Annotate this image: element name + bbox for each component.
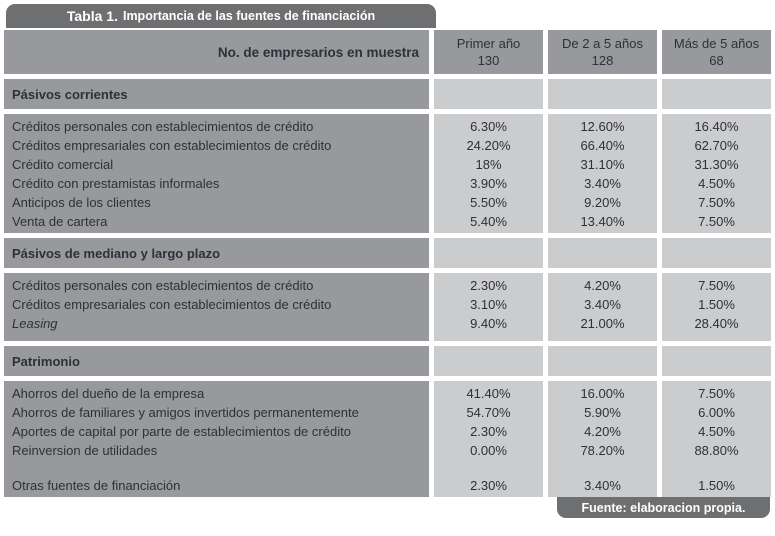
value: 0.00%: [470, 443, 507, 458]
value: 12.60%: [580, 119, 625, 134]
row-label: Créditos empresariales con establecimientos de crédito: [12, 297, 332, 312]
value: 9.40%: [470, 316, 507, 331]
table-caption-tab: [6, 4, 436, 28]
value: 4.50%: [698, 176, 735, 191]
value: 41.40%: [466, 386, 511, 401]
value-column-first-year: [434, 273, 543, 341]
value: 88.80%: [694, 443, 739, 458]
empty-cell: [434, 346, 543, 376]
value: 66.40%: [580, 138, 625, 153]
spacer-row: [12, 460, 425, 476]
value: 7.50%: [698, 214, 735, 229]
column-header-2-5-years: [548, 30, 657, 74]
spacer-row: [664, 460, 769, 476]
value: 18%: [475, 157, 502, 172]
value: 31.30%: [694, 157, 739, 172]
row-labels: [4, 381, 429, 497]
column-header-first-year: [434, 30, 543, 74]
empty-cell: [662, 346, 771, 376]
value-column-5plus-years: [662, 114, 771, 233]
empty-cell: [434, 238, 543, 268]
value: 2.30%: [470, 478, 507, 493]
table-number: Tabla 1.: [66, 8, 118, 24]
row-label: Anticipos de los clientes: [12, 195, 151, 210]
value: 16.00%: [580, 386, 625, 401]
row-labels: [4, 114, 429, 233]
column-header-label: De 2 a 5 años: [562, 36, 643, 51]
value: 24.20%: [466, 138, 511, 153]
empty-cell: [662, 238, 771, 268]
value: 16.40%: [694, 119, 739, 134]
section-body-pasivos-corrientes: [4, 114, 771, 233]
row-label: Venta de cartera: [12, 214, 108, 229]
column-header-count: 68: [709, 53, 724, 68]
value: 3.40%: [584, 176, 621, 191]
value: 7.50%: [698, 386, 735, 401]
row-label: Aportes de capital por parte de establecimientos de crédito: [12, 424, 351, 439]
value: 3.10%: [470, 297, 507, 312]
value: 1.50%: [698, 478, 735, 493]
section-title: Pásivos corrientes: [4, 79, 429, 109]
value: 62.70%: [694, 138, 739, 153]
row-label: Créditos personales con establecimientos de crédito: [12, 278, 314, 293]
value-column-first-year: [434, 381, 543, 497]
header-row: [4, 30, 771, 74]
value: 2.30%: [470, 424, 507, 439]
row-label: Reinversion de utilidades: [12, 443, 158, 458]
value: 5.40%: [470, 214, 507, 229]
column-header-count: 130: [477, 53, 500, 68]
value: 1.50%: [698, 297, 735, 312]
value: 6.00%: [698, 405, 735, 420]
value: 21.00%: [580, 316, 625, 331]
value: 6.30%: [470, 119, 507, 134]
value-column-5plus-years: [662, 273, 771, 341]
section-title: Pásivos de mediano y largo plazo: [4, 238, 429, 268]
column-header-label: Más de 5 años: [673, 36, 760, 51]
value: 2.30%: [470, 278, 507, 293]
value-column-5plus-years: [662, 381, 771, 497]
row-label: Ahorros de familiares y amigos invertidos permanentemente: [12, 405, 359, 420]
spacer-row: [436, 460, 541, 476]
value: 3.40%: [584, 478, 621, 493]
value: 5.50%: [470, 195, 507, 210]
value: 7.50%: [698, 195, 735, 210]
table-title: Importancia de las fuentes de financiación: [122, 9, 376, 23]
value: 7.50%: [698, 278, 735, 293]
value: 4.20%: [584, 278, 621, 293]
section-title: Patrimonio: [4, 346, 429, 376]
value-column-first-year: [434, 114, 543, 233]
row-label: Ahorros del dueño de la empresa: [12, 386, 205, 401]
empty-cell: [548, 79, 657, 109]
value: 3.40%: [584, 297, 621, 312]
source-tab: Fuente: elaboracion propia.: [557, 497, 770, 518]
value-column-2-5-years: [548, 381, 657, 497]
value: 31.10%: [580, 157, 625, 172]
empty-cell: [548, 238, 657, 268]
empty-cell: [548, 346, 657, 376]
row-label: Crédito comercial: [12, 157, 114, 172]
section-body-pasivos-mediano-largo: [4, 273, 771, 341]
value-column-2-5-years: [548, 114, 657, 233]
value-column-2-5-years: [548, 273, 657, 341]
row-label: Crédito con prestamistas informales: [12, 176, 220, 191]
value: 78.20%: [580, 443, 625, 458]
section-header-pasivos-mediano-largo: [4, 238, 771, 268]
column-header-5plus-years: [662, 30, 771, 74]
value: 3.90%: [470, 176, 507, 191]
column-header-count: 128: [591, 53, 614, 68]
row-label: Créditos empresariales con establecimientos de crédito: [12, 138, 332, 153]
footer-row: [4, 497, 771, 518]
value: 28.40%: [694, 316, 739, 331]
row-labels: [4, 273, 429, 341]
value: 54.70%: [466, 405, 511, 420]
header-row-label: No. de empresarios en muestra: [4, 30, 429, 74]
column-header-label: Primer año: [456, 36, 521, 51]
value: 13.40%: [580, 214, 625, 229]
row-label-leasing: Leasing: [12, 316, 58, 331]
spacer-row: [550, 460, 655, 476]
section-body-patrimonio: [4, 381, 771, 497]
section-header-pasivos-corrientes: [4, 79, 771, 109]
value: 5.90%: [584, 405, 621, 420]
row-label: Otras fuentes de financiación: [12, 478, 181, 493]
empty-cell: [434, 79, 543, 109]
value: 9.20%: [584, 195, 621, 210]
row-label: Créditos personales con establecimientos de crédito: [12, 119, 314, 134]
empty-cell: [662, 79, 771, 109]
value: 4.50%: [698, 424, 735, 439]
value: 4.20%: [584, 424, 621, 439]
section-header-patrimonio: [4, 346, 771, 376]
